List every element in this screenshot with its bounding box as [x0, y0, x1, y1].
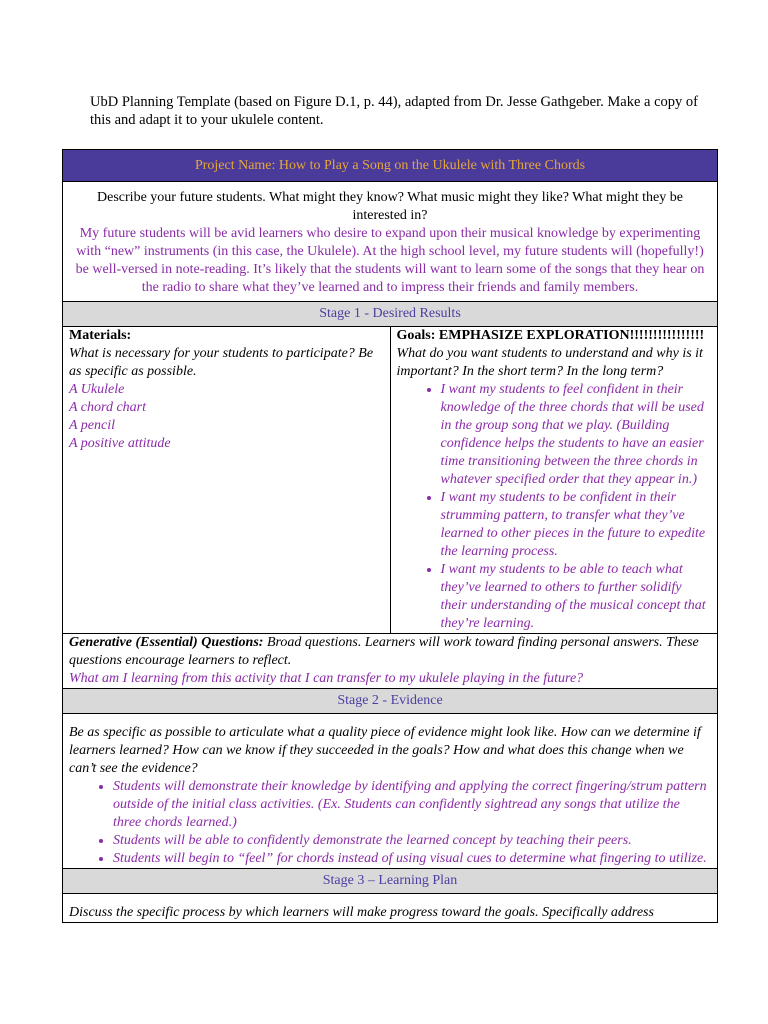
materials-item: A chord chart: [69, 400, 146, 415]
evidence-list: [69, 778, 711, 868]
essential-questions-cell: [63, 634, 718, 689]
materials-item: A Ukulele: [69, 382, 125, 397]
goal-item: • I want my students to be confident in their strumming pattern, to transfer what they’ve learned to other pieces in the future to expedite the learning process.: [441, 489, 712, 561]
describe-students-cell: [63, 182, 718, 302]
stage2-header: Stage 2 - Evidence: [63, 689, 718, 714]
questions-title: Generative (Essential) Questions:: [69, 635, 264, 650]
goal-item: • I want my students to be able to teach what they’ve learned to others to further solidify their understanding of the musical concept that they’re learning.: [441, 561, 712, 633]
evidence-item: • Students will be able to confidently demonstrate the learned concept by teaching their peers.: [113, 832, 711, 850]
stage1-header: Stage 1 - Desired Results: [63, 302, 718, 327]
evidence-prompt: Be as specific as possible to articulate what a quality piece of evidence might look like. How can we determine if learners learned? How can we know if they succeeded in the goals? How and what does this change when we can’t see the evidence?: [69, 725, 701, 776]
materials-prompt: What is necessary for your students to participate? Be as specific as possible.: [69, 346, 374, 379]
materials-title: Materials:: [69, 328, 132, 343]
evidence-item: • Students will demonstrate their knowledge by identifying and applying the correct fingering/strum pattern outside of the initial class activities. (Ex. Students can confidently sightread any songs that utilize the three chords learned.): [113, 778, 711, 832]
ubd-template-table: [62, 149, 718, 923]
project-name-header: Project Name: How to Play a Song on the Ukulele with Three Chords: [63, 150, 718, 182]
goals-prompt: What do you want students to understand and why is it important? In the short term? In the long term?: [396, 346, 703, 379]
evidence-cell: [63, 714, 718, 869]
questions-prompt: Broad questions. Learners will work toward finding personal answers. These questions encourage learners to reflect.: [69, 635, 699, 668]
intro-text: UbD Planning Template (based on Figure D.1, p. 44), adapted from Dr. Jesse Gathgeber. Make a copy of this and adapt it to your ukulele content.: [90, 94, 698, 128]
learning-plan-prompt: Discuss the specific process by which learners will make progress toward the goals. Specifically address: [69, 905, 654, 920]
learning-plan-cell: [63, 894, 718, 923]
evidence-item: • Students will begin to “feel” for chords instead of using visual cues to determine what fingering to utilize.: [113, 850, 711, 868]
materials-item: A positive attitude: [69, 436, 171, 451]
describe-answer: My future students will be avid learners who desire to expand upon their musical knowledge by experimenting with “new” instruments (in this case, the Ukulele). At the high school level, my future students will (hopefully!) be well-versed in note-reading. It’s likely that the students will want to learn some of the songs that they hear on the radio to share what they’ve learned and to impress their friends and family members.: [75, 226, 705, 295]
goals-cell: [390, 327, 718, 634]
goals-title: Goals: EMPHASIZE EXPLORATION!!!!!!!!!!!!!!!!: [396, 328, 705, 343]
stage3-header: Stage 3 – Learning Plan: [63, 869, 718, 894]
goals-list: [397, 381, 712, 633]
questions-answer: What am I learning from this activity that I can transfer to my ukulele playing in the future?: [69, 671, 584, 686]
materials-item: A pencil: [69, 418, 116, 433]
materials-cell: [63, 327, 391, 634]
goal-item: • I want my students to feel confident in their knowledge of the three chords that will be used in the group song that we play. (Building confidence helps the students to have an easier time transitioning between the three chords in whatever specified order that they appear in.): [441, 381, 712, 489]
describe-prompt: Describe your future students. What might they know? What music might they like? What might they be interested in?: [97, 190, 683, 223]
